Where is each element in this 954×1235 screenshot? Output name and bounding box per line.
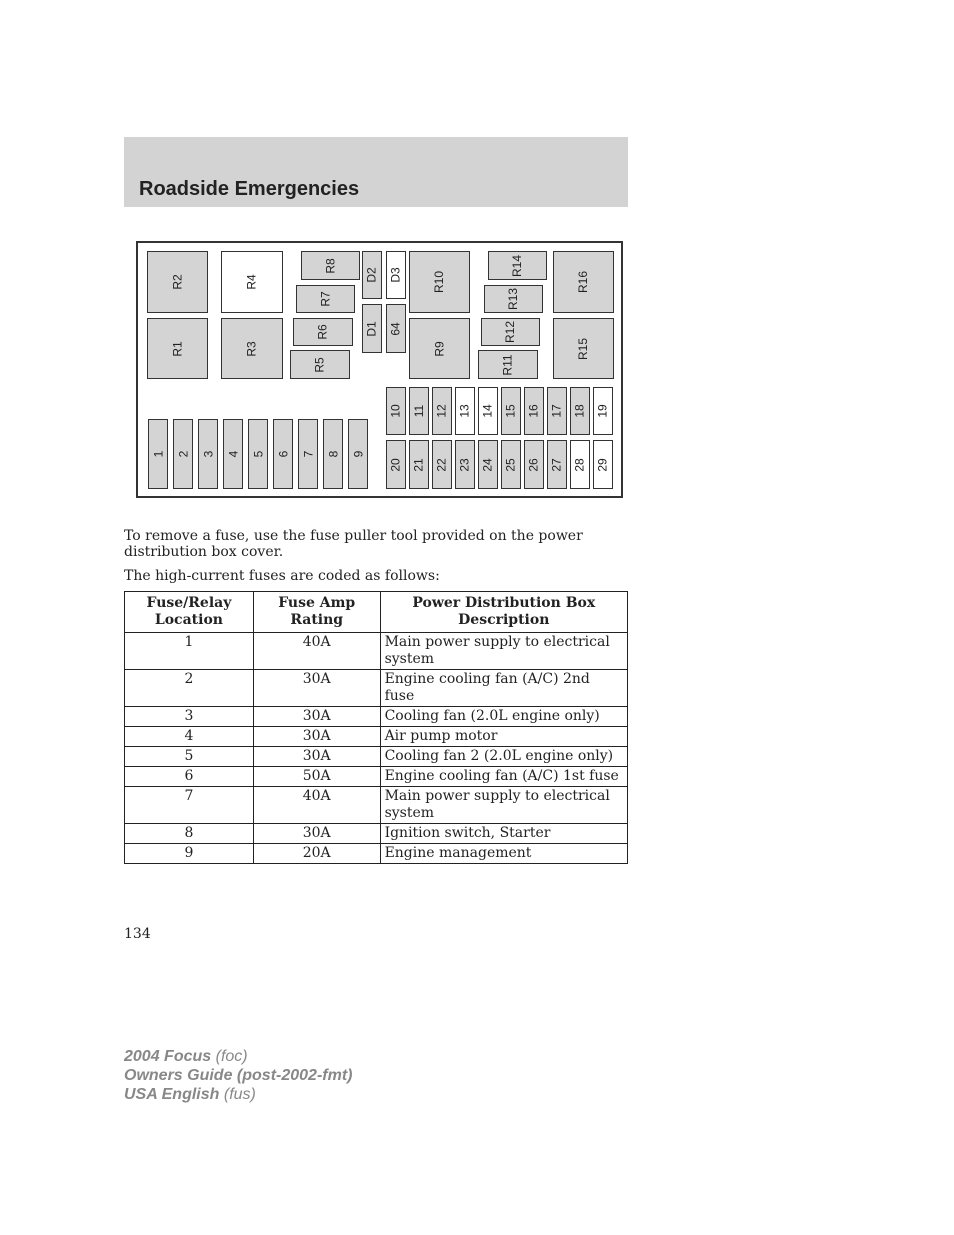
footer-line-1: 2004 Focus (foc) <box>124 1048 248 1065</box>
relay-r8: R8 <box>301 251 360 280</box>
page-number: 134 <box>124 926 151 942</box>
fuse-11: 11 <box>409 387 429 435</box>
fuse-box-diagram <box>136 241 623 498</box>
fuse-22: 22 <box>432 440 452 489</box>
table-row <box>125 747 628 767</box>
table-row <box>125 787 628 824</box>
diode-d1: D1 <box>362 304 382 353</box>
fuse-8: 8 <box>323 419 343 489</box>
cell-description: Main power supply to electrical system <box>380 633 627 670</box>
cell-description: Engine management <box>380 844 627 864</box>
cell-location: 2 <box>125 670 254 707</box>
diode-d2: D2 <box>362 251 382 299</box>
fuse-24: 24 <box>478 440 498 489</box>
fuse-6: 6 <box>273 419 293 489</box>
relay-r6: R6 <box>293 318 353 346</box>
table-row <box>125 824 628 844</box>
cell-location: 4 <box>125 727 254 747</box>
fuse-29: 29 <box>593 440 613 489</box>
header-description: Power Distribution Box Description <box>380 592 627 633</box>
cell-amp: 30A <box>253 670 380 707</box>
header-location: Fuse/Relay Location <box>125 592 254 633</box>
table-row <box>125 767 628 787</box>
fuse-25: 25 <box>501 440 521 489</box>
cell-amp: 30A <box>253 727 380 747</box>
relay-r7: R7 <box>296 285 355 313</box>
cell-description: Ignition switch, Starter <box>380 824 627 844</box>
cell-amp: 40A <box>253 633 380 670</box>
header-amp: Fuse Amp Rating <box>253 592 380 633</box>
fuse-1: 1 <box>148 419 168 489</box>
fuse-27: 27 <box>547 440 567 489</box>
cell-location: 8 <box>125 824 254 844</box>
relay-r14: R14 <box>488 251 547 280</box>
cell-amp: 50A <box>253 767 380 787</box>
section-title: Roadside Emergencies <box>139 178 360 200</box>
cell-amp: 20A <box>253 844 380 864</box>
fuse-21: 21 <box>409 440 429 489</box>
relay-r5: R5 <box>290 350 350 379</box>
cell-description: Engine cooling fan (A/C) 1st fuse <box>380 767 627 787</box>
table-row <box>125 844 628 864</box>
fuse-20: 20 <box>386 440 406 489</box>
fuse-16: 16 <box>524 387 544 435</box>
cell-amp: 40A <box>253 787 380 824</box>
relay-r9: R9 <box>409 318 470 379</box>
cell-description: Cooling fan 2 (2.0L engine only) <box>380 747 627 767</box>
cell-amp: 30A <box>253 707 380 727</box>
relay-r12: R12 <box>481 318 540 346</box>
fuse-23: 23 <box>455 440 475 489</box>
table-row <box>125 670 628 707</box>
relay-r3: R3 <box>221 318 283 379</box>
fuse-14: 14 <box>478 387 498 435</box>
diode-d3: D3 <box>386 251 406 299</box>
table-row <box>125 707 628 727</box>
fuse-26: 26 <box>524 440 544 489</box>
instruction-paragraph: To remove a fuse, use the fuse puller tool provided on the power distribution box cover. <box>124 528 583 560</box>
fuse-13: 13 <box>455 387 475 435</box>
relay-r16: R16 <box>553 251 614 313</box>
fuse-3: 3 <box>198 419 218 489</box>
fuse-17: 17 <box>547 387 567 435</box>
section-header <box>124 137 628 207</box>
document-footer <box>124 1047 352 1104</box>
fuse-7: 7 <box>298 419 318 489</box>
relay-r13: R13 <box>484 285 543 313</box>
fuse-4: 4 <box>223 419 243 489</box>
cell-location: 1 <box>125 633 254 670</box>
fuse-28: 28 <box>570 440 590 489</box>
table-row <box>125 727 628 747</box>
cell-location: 7 <box>125 787 254 824</box>
fuse-19: 19 <box>593 387 613 435</box>
cell-description: Main power supply to electrical system <box>380 787 627 824</box>
relay-r2: R2 <box>147 251 208 313</box>
cell-amp: 30A <box>253 747 380 767</box>
fuse-12: 12 <box>432 387 452 435</box>
footer-line-3: USA English (fus) <box>124 1086 256 1103</box>
relay-r15: R15 <box>553 318 614 379</box>
cell-description: Engine cooling fan (A/C) 2nd fuse <box>380 670 627 707</box>
fuse-2: 2 <box>173 419 193 489</box>
relay-r11: R11 <box>478 350 538 379</box>
fuse-9: 9 <box>348 419 368 489</box>
relay-r10: R10 <box>409 251 470 313</box>
relay-r4: R4 <box>221 251 283 313</box>
cell-description: Cooling fan (2.0L engine only) <box>380 707 627 727</box>
table-header-row <box>125 592 628 633</box>
cell-amp: 30A <box>253 824 380 844</box>
fuse-table <box>124 591 628 864</box>
fuse-10: 10 <box>386 387 406 435</box>
cell-location: 5 <box>125 747 254 767</box>
table-row <box>125 633 628 670</box>
fuse-64: 64 <box>386 304 406 353</box>
cell-location: 3 <box>125 707 254 727</box>
fuse-15: 15 <box>501 387 521 435</box>
fuse-5: 5 <box>248 419 268 489</box>
coding-intro: The high-current fuses are coded as follows: <box>124 568 440 584</box>
fuse-18: 18 <box>570 387 590 435</box>
cell-description: Air pump motor <box>380 727 627 747</box>
relay-r1: R1 <box>147 318 208 379</box>
footer-line-2: Owners Guide (post-2002-fmt) <box>124 1067 353 1084</box>
cell-location: 6 <box>125 767 254 787</box>
cell-location: 9 <box>125 844 254 864</box>
